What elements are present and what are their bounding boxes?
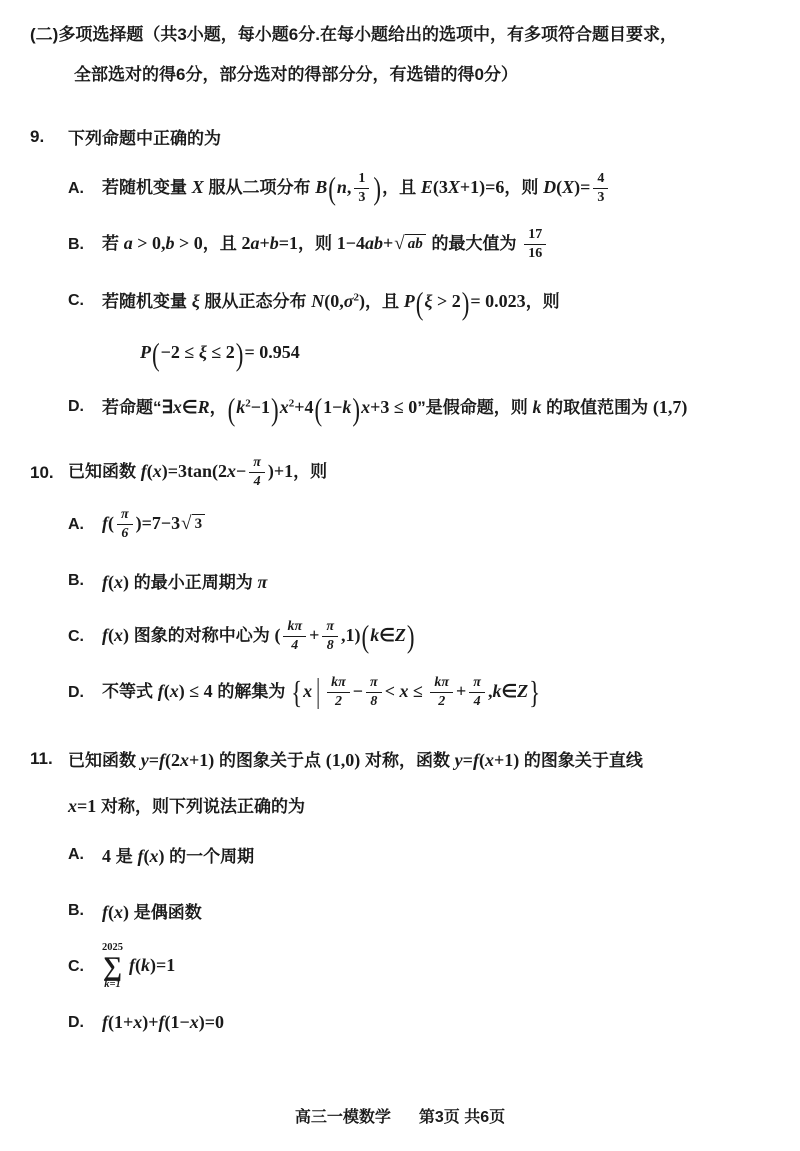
option-text [102, 285, 560, 321]
text-run: 的一个周期 [164, 847, 255, 867]
text-run: 的最小正周期为 [129, 573, 258, 593]
math-roman: (1+ [108, 1012, 134, 1033]
fraction-numerator: kπ [283, 619, 306, 637]
math-italic: f [137, 846, 144, 867]
math-italic: X [447, 177, 460, 198]
fraction-denominator: 16 [528, 246, 543, 262]
option-text [102, 842, 254, 867]
math-roman: =1 [278, 233, 299, 254]
math-italic: b [269, 233, 279, 254]
text-run: ，且 [202, 234, 242, 254]
text-run: ，且 [364, 292, 404, 312]
math-roman: ( [108, 902, 114, 923]
text-run: 对称，函数 [360, 751, 455, 771]
math-roman: )+ [142, 1012, 159, 1033]
text-run: 是 [111, 847, 138, 867]
fraction-numerator: 1 [354, 171, 369, 189]
math-roman: ) [123, 625, 129, 646]
fraction-numerator: π [117, 507, 133, 525]
text-run: 的图象关于直线 [519, 751, 643, 771]
question-10-option-c [30, 611, 770, 663]
math-italic: ab [365, 233, 384, 254]
math-italic: P [140, 342, 151, 363]
math-italic: E [420, 177, 433, 198]
math-italic: k [492, 681, 502, 702]
math-roman: ( [146, 461, 153, 482]
fraction-denominator: 8 [326, 638, 334, 654]
radical [394, 234, 425, 253]
big-delimiter: ) [461, 285, 470, 321]
math-italic: k [342, 397, 352, 418]
question-11-option-a [30, 829, 770, 881]
math-italic: y [454, 750, 463, 771]
big-delimiter: ) [406, 619, 415, 655]
math-italic: x [114, 902, 123, 923]
math-italic: k [236, 397, 246, 418]
math-italic: N [311, 291, 325, 312]
section-header-line1: (二)多项选择题（共3小题，每小题6分.在每小题给出的选项中，有多项符合题目要求， [30, 25, 677, 44]
big-delimiter: ( [152, 336, 160, 372]
math-roman: =1 [77, 796, 97, 817]
math-roman: < [384, 681, 400, 702]
math-roman: ≤ [408, 681, 428, 702]
math-italic: f [472, 750, 479, 771]
text-run: ，则 [525, 292, 560, 312]
big-delimiter: ( [328, 171, 336, 207]
radical-sign-icon: √ [181, 513, 192, 535]
sigma-icon: ∑ [102, 951, 123, 982]
fraction [430, 675, 453, 710]
question-11-stem-line2 [30, 785, 770, 825]
math-roman: ∃ [161, 397, 173, 418]
footer-page-indicator: 第3页 共6页 [418, 1109, 506, 1126]
option-text [102, 675, 541, 710]
math-italic: k [370, 625, 380, 646]
radical [181, 514, 205, 533]
text-run: 若命题“ [102, 398, 162, 418]
math-roman: ∈ [181, 397, 198, 418]
fraction-numerator: π [322, 619, 338, 637]
option-text [102, 1012, 224, 1033]
math-italic: B [315, 177, 328, 198]
math-roman: (1− [164, 1012, 190, 1033]
big-delimiter: ) [235, 336, 244, 372]
math-italic: x [361, 397, 371, 418]
section-header-line2: 全部选对的得6分，部分选对的得部分分，有选错的得0分） [74, 64, 518, 84]
big-delimiter: } [529, 675, 541, 711]
option-label: B. [68, 235, 84, 253]
math-roman: − [352, 681, 364, 702]
option-label: A. [68, 179, 84, 197]
math-roman: ( [163, 681, 170, 702]
math-italic: Z [394, 625, 406, 646]
text-run: 对称，则下列说法正确的为 [96, 797, 305, 817]
math-roman: , [487, 681, 493, 702]
option-label: D. [68, 1013, 84, 1031]
math-italic: n [336, 177, 347, 198]
math-roman: +4 [294, 397, 314, 418]
math-italic: f [157, 681, 164, 702]
question-9 [30, 115, 770, 437]
text-run: 的取值范围为 [541, 398, 653, 418]
question-10-option-a [30, 499, 770, 551]
big-delimiter: ) [373, 171, 382, 207]
question-10-stem [30, 451, 770, 495]
question-10-option-d [30, 667, 770, 719]
summation [102, 943, 123, 991]
math-italic: ξ [424, 291, 433, 312]
text-run: 的解集为 [212, 682, 291, 702]
math-italic: f [102, 572, 108, 593]
fraction-denominator: 2 [438, 694, 446, 710]
text-run: 的最大值为 [426, 234, 522, 254]
math-italic: f [158, 1012, 165, 1033]
text-run: 下列命题中正确的为 [68, 129, 221, 149]
math-roman: 1−4 [336, 233, 366, 254]
math-roman: ) [358, 291, 365, 312]
math-roman: ∈ [501, 681, 518, 702]
text-run: ，则 [298, 234, 337, 254]
option-text [102, 943, 175, 991]
math-italic: a [250, 233, 260, 254]
math-italic: f [102, 625, 108, 646]
math-italic: a [123, 233, 133, 254]
question-11-option-c [30, 941, 770, 993]
math-italic: x [152, 461, 162, 482]
fraction-denominator: 2 [334, 694, 342, 710]
fraction-denominator: 3 [597, 190, 605, 206]
math-roman: ≤ 2 [206, 342, 235, 363]
text-run: ，且 [382, 178, 421, 198]
question-9-option-d [30, 381, 770, 433]
superscript: 2 [288, 397, 295, 410]
math-roman: (2 [165, 750, 180, 771]
fraction-denominator: 3 [358, 190, 366, 206]
question-11-option-b [30, 885, 770, 937]
math-roman: 1− [323, 397, 343, 418]
math-roman: ∈ [379, 625, 395, 646]
footer-exam-title: 高三一模数学 [294, 1109, 391, 1126]
math-roman: > 0 [174, 233, 203, 254]
math-italic: f [129, 955, 135, 976]
math-roman: ( [108, 572, 114, 593]
text-run: 已知函数 [68, 751, 141, 771]
option-text [102, 227, 549, 262]
math-italic: σ [343, 291, 354, 312]
math-italic: π [257, 572, 268, 593]
text-run: ，则 [504, 178, 544, 198]
math-italic: x [114, 572, 123, 593]
math-italic: x [303, 681, 313, 702]
math-italic: x [133, 1012, 143, 1033]
math-italic: ξ [198, 342, 207, 363]
math-roman: − [235, 461, 247, 482]
question-9-option-c-continued [30, 331, 770, 377]
text-run: 图象的对称中心为 [129, 626, 275, 646]
fraction-numerator: π [249, 455, 265, 473]
text-run: ”是假命题，则 [417, 398, 533, 418]
math-roman: > 2 [432, 291, 461, 312]
question-stem-text [68, 792, 305, 817]
math-italic: x [172, 397, 182, 418]
math-roman: +3 ≤ 0 [370, 397, 418, 418]
math-roman: ( [135, 955, 141, 976]
math-roman: + [259, 233, 270, 254]
math-roman: = [462, 750, 473, 771]
fraction [524, 227, 546, 262]
math-italic: Z [517, 681, 529, 702]
fraction-denominator: 8 [370, 694, 378, 710]
math-italic: ξ [191, 291, 200, 312]
math-roman: = 0.023 [470, 291, 526, 312]
math-italic: x [399, 681, 409, 702]
math-roman: ( [478, 750, 485, 771]
option-label: D. [68, 397, 84, 415]
text-run: 若随机变量 [102, 178, 192, 198]
math-roman: ) [123, 572, 129, 593]
math-roman: ( [274, 625, 281, 646]
fraction-denominator: 4 [253, 474, 261, 490]
math-roman: (1,0) [325, 750, 361, 771]
math-roman: (0, [324, 291, 344, 312]
math-italic: f [159, 750, 165, 771]
math-roman: , [346, 177, 352, 198]
fraction-denominator: 4 [473, 694, 481, 710]
superscript: 2 [245, 397, 251, 410]
question-stem-text [68, 746, 643, 771]
math-roman: ( [556, 177, 563, 198]
math-roman: ) [123, 902, 129, 923]
math-roman: ( [108, 625, 114, 646]
fraction [593, 171, 608, 206]
question-9-option-a [30, 163, 770, 215]
text-run: 服从正态分布 [199, 292, 312, 312]
question-10 [30, 451, 770, 723]
math-roman: ,1) [341, 625, 361, 646]
option-text [102, 568, 267, 593]
option-label: B. [68, 901, 84, 919]
math-roman: + [456, 681, 467, 702]
question-9-option-b [30, 219, 770, 271]
fraction-denominator: 4 [291, 638, 299, 654]
question-9-stem [30, 115, 770, 159]
option-label: A. [68, 845, 84, 863]
option-text [102, 171, 611, 206]
fraction [322, 619, 338, 654]
option-text [102, 391, 688, 427]
option-label: B. [68, 571, 84, 589]
option-text [102, 619, 416, 654]
math-italic: k [532, 397, 542, 418]
math-roman: ( [108, 513, 114, 534]
question-11-stem [30, 737, 770, 781]
math-roman: )=0 [198, 1012, 225, 1033]
math-italic: x [484, 750, 494, 771]
fraction-numerator: kπ [430, 675, 453, 693]
math-roman: 4 [102, 846, 111, 867]
big-delimiter: ) [352, 391, 361, 427]
math-roman: )= [574, 177, 591, 198]
math-italic: f [102, 902, 108, 923]
question-stem-text [68, 455, 327, 490]
fraction-numerator: 17 [524, 227, 546, 245]
big-delimiter: { [291, 675, 303, 711]
text-run: 服从二项分布 [203, 178, 316, 198]
fraction-numerator: 4 [593, 171, 608, 189]
big-delimiter: ( [227, 391, 236, 427]
text-run: 若 [102, 234, 124, 254]
big-delimiter: ) [271, 391, 279, 427]
set-builder-bar: | [316, 673, 321, 711]
math-roman: )=3tan(2 [161, 461, 227, 482]
big-delimiter: ( [415, 285, 424, 321]
text-run: 已知函数 [68, 462, 141, 482]
fraction [366, 675, 382, 710]
math-roman: −2 ≤ [160, 342, 199, 363]
math-italic: b [165, 233, 175, 254]
radicand: ab [405, 234, 426, 253]
option-text [102, 898, 202, 923]
math-roman: )=7−3 [135, 513, 181, 534]
math-italic: k [141, 955, 150, 976]
math-italic: y [140, 750, 149, 771]
math-roman: + [309, 625, 320, 646]
math-roman: )=1 [150, 955, 176, 976]
math-italic: P [403, 291, 415, 312]
text-run: ，则 [293, 462, 328, 482]
math-roman: ) [158, 846, 165, 867]
math-roman: −1 [250, 397, 271, 418]
math-roman: ( [143, 846, 150, 867]
option-label: C. [68, 957, 84, 975]
text-run: 是偶函数 [129, 903, 202, 923]
math-roman: +1) [493, 750, 520, 771]
fraction [117, 507, 133, 542]
math-italic: x [114, 625, 123, 646]
question-9-option-c [30, 275, 770, 327]
math-italic: X [191, 177, 204, 198]
math-roman: (1,7) [652, 397, 688, 418]
math-roman: )+1 [267, 461, 294, 482]
math-italic: D [543, 177, 557, 198]
superscript: 2 [353, 291, 359, 304]
section-header [30, 24, 770, 87]
question-10-option-b [30, 555, 770, 607]
math-roman: (3 [432, 177, 448, 198]
fraction-numerator: kπ [327, 675, 350, 693]
math-roman: > 0, [132, 233, 166, 254]
question-11-option-d [30, 997, 770, 1049]
math-italic: x [169, 681, 179, 702]
text-run: 不等式 [102, 682, 158, 702]
sum-lower-limit: k=1 [104, 979, 121, 991]
page-footer [30, 1104, 770, 1141]
text-run: 的图象关于点 [214, 751, 326, 771]
question-number: 9. [30, 126, 45, 146]
math-roman: ) ≤ 4 [178, 681, 213, 702]
question-number: 11. [30, 748, 53, 768]
math-italic: x [189, 1012, 199, 1033]
question-stem-text [68, 124, 221, 149]
option-label: C. [68, 291, 84, 309]
option-label: C. [68, 627, 84, 645]
math-italic: x [68, 796, 77, 817]
question-11 [30, 737, 770, 1053]
math-roman: + [383, 233, 394, 254]
big-delimiter: ( [314, 391, 323, 427]
radical-sign-icon: √ [394, 233, 405, 255]
fraction-denominator: 6 [121, 526, 129, 542]
math-italic: x [279, 397, 289, 418]
question-number: 10. [30, 462, 54, 482]
text-run: 若随机变量 [102, 292, 192, 312]
fraction-numerator: π [366, 675, 382, 693]
math-italic: x [226, 461, 236, 482]
option-label: A. [68, 515, 84, 533]
math-italic: x [180, 750, 189, 771]
math-italic: X [562, 177, 575, 198]
fraction-numerator: π [469, 675, 485, 693]
sum-upper-limit: 2025 [102, 941, 123, 953]
math-roman: 2 [241, 233, 251, 254]
option-label: D. [68, 683, 84, 701]
math-roman: +1) [189, 750, 215, 771]
fraction [283, 619, 306, 654]
math-italic: R [197, 397, 210, 418]
math-roman: = 0.954 [244, 342, 300, 363]
radicand: 3 [192, 514, 206, 533]
math-roman: +1)=6 [459, 177, 505, 198]
math-italic: f [140, 461, 147, 482]
text-run: ， [209, 398, 227, 418]
fraction [249, 455, 265, 490]
option-text [102, 507, 206, 542]
big-delimiter: ( [361, 619, 370, 655]
math-italic: f [102, 513, 108, 534]
math-italic: f [102, 1012, 108, 1033]
math-roman: = [148, 750, 159, 771]
fraction [469, 675, 485, 710]
option-text [140, 336, 300, 372]
fraction [354, 171, 369, 206]
fraction [327, 675, 350, 710]
math-italic: x [149, 846, 159, 867]
